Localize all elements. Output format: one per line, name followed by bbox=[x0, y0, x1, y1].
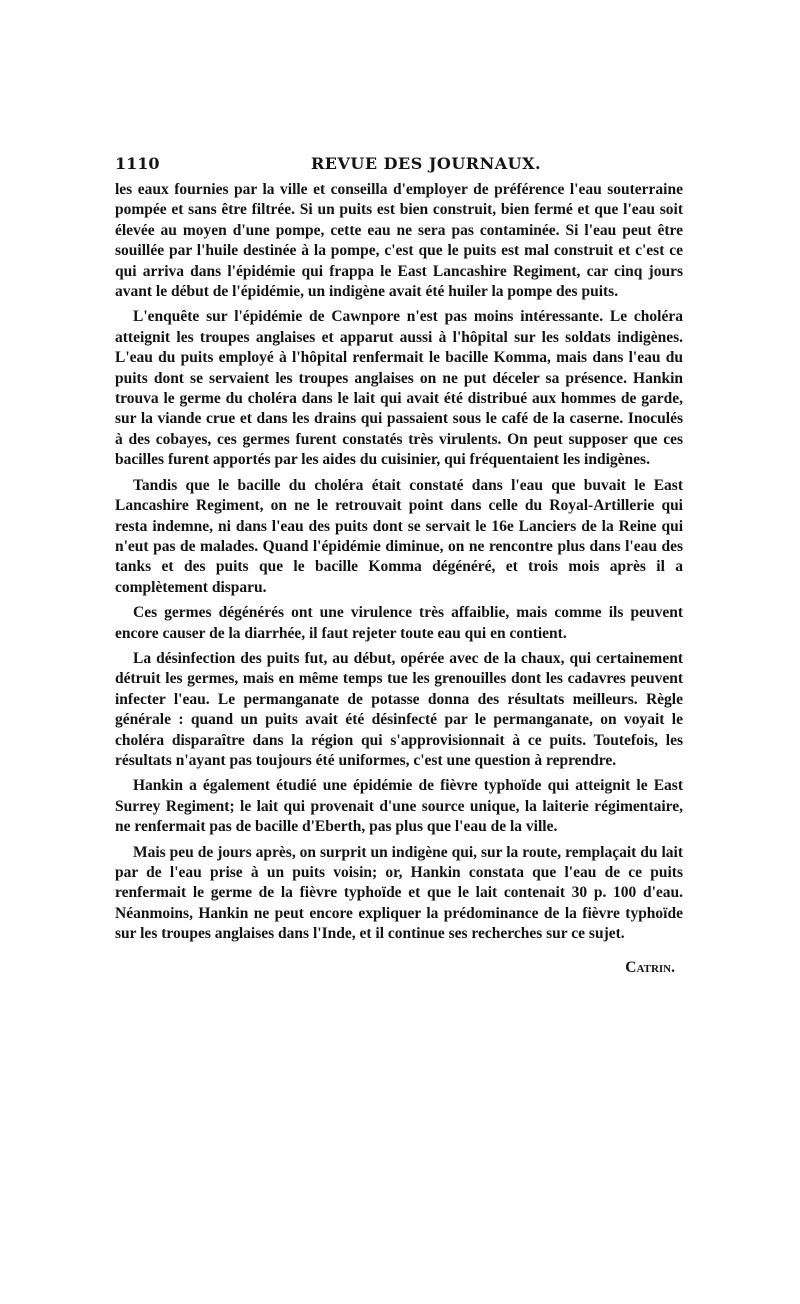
paragraph-cholera-bacillus: Tandis que le bacille du choléra était constaté dans l'eau que buvait le East Lancashire Regiment, on ne le retrouvait point dans celle du Royal-Artillerie qui resta indemne, ni dans l'eau des puits dont se servait le 16e Lanciers de la Reine qui n'eut pas de malades. Quand l'épidémie diminue, on ne rencontre plus dans l'eau des tanks et des puits que le bacille Komma dégénéré, et trois mois après il a complètement disparu. bbox=[115, 476, 683, 596]
running-head: REVUE DES JOURNAUX. bbox=[311, 154, 542, 173]
journal-page bbox=[115, 150, 683, 977]
page-number: 1110 bbox=[115, 154, 160, 173]
paragraph-disinfection: La désinfection des puits fut, au début, opérée avec de la chaux, qui certainement détruit les germes, mais en même temps tue les grenouilles dont les cadavres peuvent infecter l'eau. Le permanganate de potasse donna des résultats meilleurs. Règle générale : quand un puits avait été désinfecté par le permanganate, on voyait le choléra disparaître dans la région qui s'approvisionnait à ce puits. Toutefois, les résultats n'ayant pas toujours été uniformes, c'est une question à reprendre. bbox=[115, 649, 683, 769]
paragraph-milk-adulteration: Mais peu de jours après, on surprit un indigène qui, sur la route, remplaçait du lait par de l'eau prise à un puits voisin; or, Hankin constata que l'eau de ce puits renfermait le germe de la fièvre typhoïde et que le lait contenait 30 p. 100 d'eau. Néanmoins, Hankin ne peut encore expliquer la prédominance de la fièvre typhoïde sur les troupes anglaises dans l'Inde, et il continue ses recherches sur ce sujet. bbox=[115, 843, 683, 943]
article-body bbox=[115, 180, 683, 945]
page-header bbox=[115, 150, 683, 180]
paragraph-degenerate-germs: Ces germes dégénérés ont une virulence très affaiblie, mais comme ils peuvent encore causer de la diarrhée, il faut rejeter toute eau qui en contient. bbox=[115, 604, 683, 642]
paragraph-cawnpore-inquiry: L'enquête sur l'épidémie de Cawnpore n'est pas moins intéressante. Le choléra atteignit les troupes anglaises et apparut aussi à l'hôpital sur les soldats indigènes. L'eau du puits employé à l'hôpital renfermait le bacille Komma, mais dans l'eau du puits dont se servaient les troupes anglaises on ne put déceler sa présence. Hankin trouva le germe du choléra dans le lait qui avait été distribué aux hommes de garde, sur la viande crue et dans les drains qui passaient sous le café de la caserne. Inoculés à des cobayes, ces germes furent constatés très virulents. On peut supposer que ces bacilles furent apportés par les aides du cuisinier, qui fréquentaient les indigènes. bbox=[115, 308, 683, 469]
author-signature: Catrin. bbox=[625, 958, 675, 976]
paragraph-continued: les eaux fournies par la ville et conseilla d'employer de préférence l'eau souterraine pompée et sans être filtrée. Si un puits est bien construit, bien fermé et que l'eau soit élevée au moyen d'une pompe, cette eau ne sera pas contaminée. Si l'eau peut être souillée par l'huile destinée à la pompe, c'est que le puits est mal construit et c'est ce qui arriva dans l'épidémie qui frappa le East Lancashire Regiment, car cinq jours avant le début de l'épidémie, un indigène avait été huiler la pompe des puits. bbox=[115, 181, 683, 301]
paragraph-typhoid-study: Hankin a également étudié une épidémie de fièvre typhoïde qui atteignit le East Surrey Regiment; le lait qui provenait d'une source unique, la laiterie régimentaire, ne renfermait pas de bacille d'Eberth, pas plus que l'eau de la ville. bbox=[115, 777, 683, 836]
